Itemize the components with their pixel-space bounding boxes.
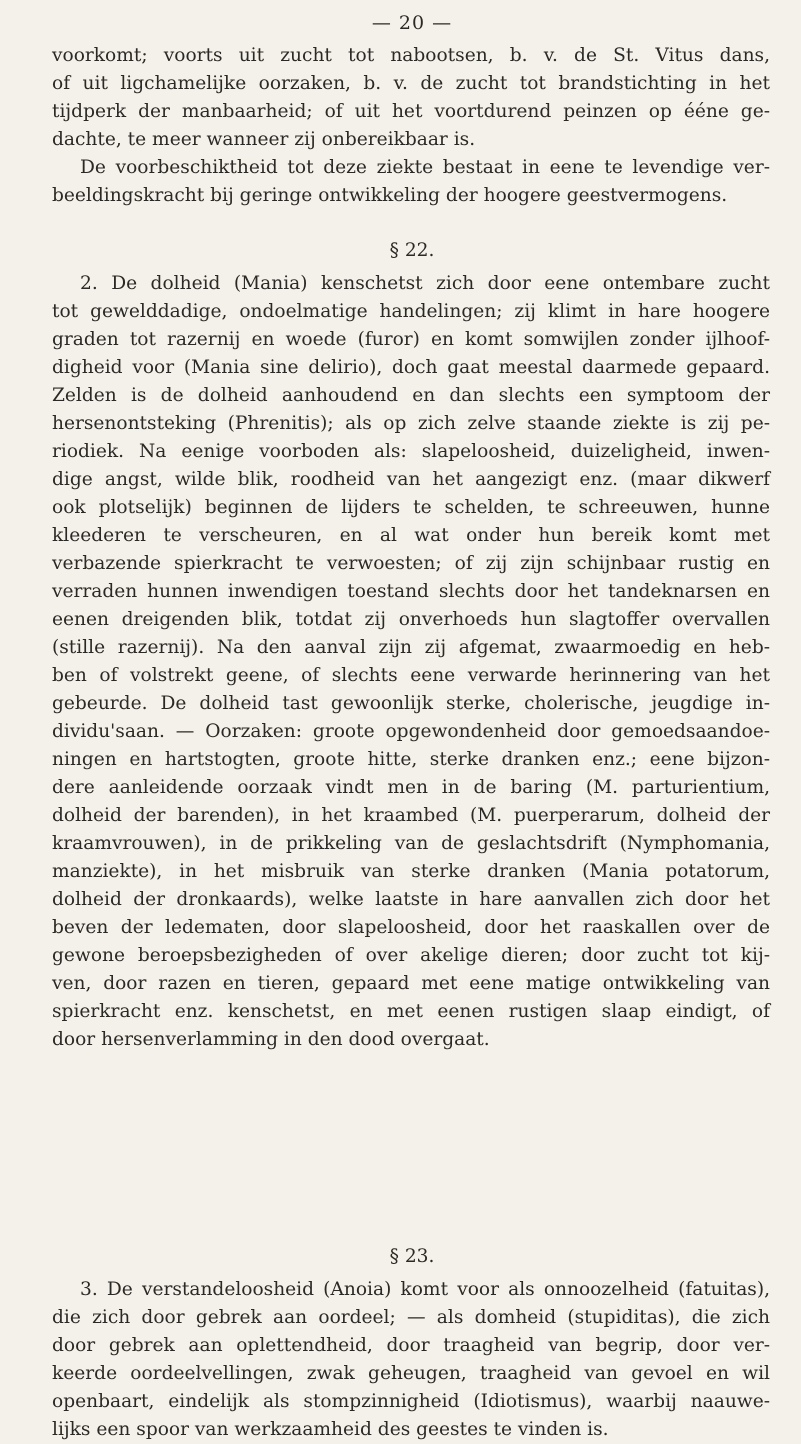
- book-page: [52, 0, 772, 1440]
- text-line: dige angst, wilde blik, roodheid van het aangezigt enz. (maar dikwerf: [52, 469, 770, 490]
- text-line: ven, door razen en tieren, gepaard met eene matige ontwikkeling van: [52, 973, 770, 994]
- text-line: spierkracht enz. kenschetst, en met eenen rustigen slaap eindigt, of: [52, 1001, 770, 1022]
- text-line: gebeurde. De dolheid tast gewoonlijk sterke, cholerische, jeugdige in-: [52, 693, 770, 714]
- text-line: hersenontsteking (Phrenitis); als op zich zelve staande ziekte is zij pe-: [52, 413, 770, 434]
- text-line: door hersenverlamming in den dood overgaat.: [52, 1029, 490, 1050]
- text-line: 3. De verstandeloosheid (Anoia) komt voor als onnoozelheid (fatuitas),: [80, 1279, 770, 1300]
- text-line: De voorbeschiktheid tot deze ziekte bestaat in eene te levendige ver-: [80, 157, 770, 178]
- text-line: ook plotselijk) beginnen de lijders te schelden, te schreeuwen, hunne: [52, 497, 770, 518]
- text-line: digheid voor (Mania sine delirio), doch gaat meestal daarmede gepaard.: [52, 357, 770, 378]
- text-line: of uit ligchamelijke oorzaken, b. v. de zucht tot brandstichting in het: [52, 73, 770, 94]
- text-line: door gebrek aan oplettendheid, door traagheid van begrip, door ver-: [52, 1335, 770, 1356]
- text-line: beven der ledematen, door slapeloosheid, door het raaskallen over de: [52, 917, 770, 938]
- text-line: voorkomt; voorts uit zucht tot nabootsen, b. v. de St. Vitus dans,: [52, 45, 770, 66]
- text-line: riodiek. Na eenige voorboden als: slapeloosheid, duizeligheid, inwen-: [52, 441, 770, 462]
- text-line: verbazende spierkracht te verwoesten; of zij zijn schijnbaar rustig en: [52, 553, 770, 574]
- text-line: 2. De dolheid (Mania) kenschetst zich door eene ontembare zucht: [80, 273, 770, 294]
- intro-paragraph: [52, 42, 770, 210]
- text-line: keerde oordeelvellingen, zwak geheugen, traagheid van gevoel en wil: [52, 1363, 770, 1384]
- text-line: ben of volstrekt geene, of slechts eene verwarde herinnering van het: [52, 665, 770, 686]
- text-line: graden tot razernij en woede (furor) en komt somwijlen zonder ijlhoof-: [52, 329, 770, 350]
- text-line: die zich door gebrek aan oordeel; — als domheid (stupiditas), die zich: [52, 1307, 770, 1328]
- section-heading-23: § 23.: [389, 1246, 435, 1267]
- text-line: dolheid der barenden), in het kraambed (M. puerperarum, dolheid der: [52, 805, 770, 826]
- text-line: lijks een spoor van werkzaamheid des geestes te vinden is.: [52, 1419, 609, 1440]
- text-line: openbaart, eindelijk als stompzinnigheid (Idiotismus), waarbij naauwe-: [52, 1391, 770, 1412]
- text-line: tijdperk der manbaarheid; of uit het voortdurend peinzen op ééne ge-: [52, 101, 770, 122]
- text-line: dolheid der dronkaards), welke laatste in hare aanvallen zich door het: [52, 889, 770, 910]
- text-line: beeldingskracht bij geringe ontwikkeling der hoogere geestvermogens.: [52, 185, 728, 206]
- section-22-paragraph: [52, 270, 770, 1054]
- text-line: kraamvrouwen), in de prikkeling van de geslachtsdrift (Nymphomania,: [52, 833, 770, 854]
- text-line: kleederen te verscheuren, en al wat onder hun bereik komt met: [52, 525, 770, 546]
- text-line: gewone beroepsbezigheden of over akelige dieren; door zucht tot kij-: [52, 945, 770, 966]
- text-line: dividu'saan. — Oorzaken: groote opgewondenheid door gemoedsaandoe-: [52, 721, 770, 742]
- text-line: ningen en hartstogten, groote hitte, sterke dranken enz.; eene bijzon-: [52, 749, 770, 770]
- page-number: — 20 —: [371, 12, 453, 34]
- text-line: (stille razernij). Na den aanval zijn zij afgemat, zwaarmoedig en heb-: [52, 637, 770, 658]
- text-line: verraden hunnen inwendigen toestand slechts door het tandeknarsen en: [52, 581, 770, 602]
- text-line: tot gewelddadige, ondoelmatige handelingen; zij klimt in hare hoogere: [52, 301, 770, 322]
- text-line: dere aanleidende oorzaak vindt men in de baring (M. parturientium,: [52, 777, 770, 798]
- section-heading-22: § 22.: [389, 240, 435, 261]
- text-line: Zelden is de dolheid aanhoudend en dan slechts een symptoom der: [52, 385, 770, 406]
- text-line: dachte, te meer wanneer zij onbereikbaar is.: [52, 129, 476, 150]
- text-line: manziekte), in het misbruik van sterke dranken (Mania potatorum,: [52, 861, 770, 882]
- text-line: eenen dreigenden blik, totdat zij onverhoeds hun slagtoffer overvallen: [52, 609, 770, 630]
